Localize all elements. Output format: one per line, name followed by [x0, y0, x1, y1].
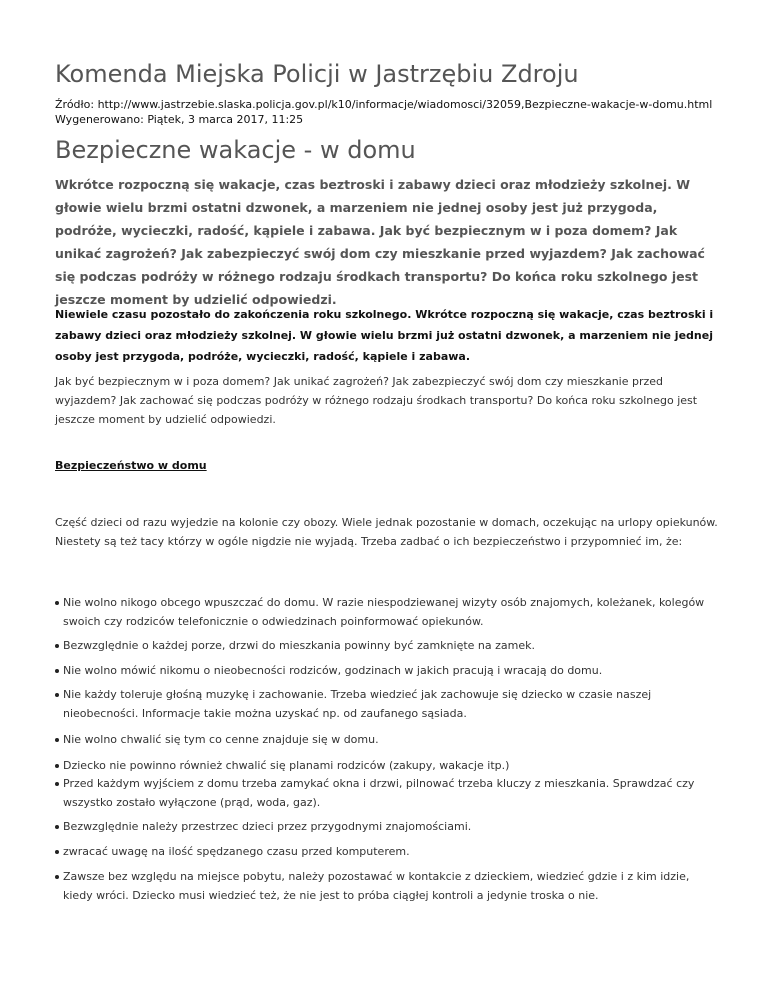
article-intro: Niewiele czasu pozostało do zakończenia roku szkolnego. Wkrótce rozpoczną się wakacje, czas beztroski i zabawy dzieci oraz młodzieży szkolnej. W głowie wielu brzmi już ostatni dzwonek, a marzeniem nie jednej osoby jest przygoda, podróże, wycieczki, radość, kąpiele i zabawa. [55, 308, 714, 363]
list-item [55, 842, 720, 861]
list-item [55, 636, 720, 655]
source-line: Źródło: http://www.jastrzebie.slaska.policja.gov.pl/k10/informacje/wiadomosci/32059,Bezpieczne-wakacje-w-domu.html [55, 98, 713, 111]
article-questions: Jak być bezpiecznym w i poza domem? Jak unikać zagrożeń? Jak zabezpieczyć swój dom czy mieszkanie przed wyjazdem? Jak zachować się podczas podróży w różnego rodzaju środkach transportu? Do końca roku szkolnego jest jeszcze moment by udzielić odpowiedzi. [55, 375, 698, 426]
list-item-text: zwracać uwagę na ilość spędzanego czasu przed komputerem. [63, 845, 410, 858]
bullet-dot-icon [55, 764, 59, 768]
bullet-dot-icon [55, 782, 59, 786]
bullet-dot-icon [55, 693, 59, 697]
list-item-text: Bezwzględnie o każdej porze, drzwi do mieszkania powinny być zamknięte na zamek. [63, 639, 535, 652]
list-item [55, 661, 720, 680]
generated-line: Wygenerowano: Piątek, 3 marca 2017, 11:25 [55, 113, 304, 126]
bullet-dot-icon [55, 738, 59, 742]
list-item-text: Nie wolno mówić nikomu o nieobecności rodziców, godzinach w jakich pracują i wracają do domu. [63, 664, 603, 677]
list-item [55, 817, 720, 836]
article-lead: Wkrótce rozpoczną się wakacje, czas beztroski i zabawy dzieci oraz młodzieży szkolnej. W głowie wielu brzmi ostatni dzwonek, a marzeniem nie jednej osoby jest już przygoda, podróże, wycieczki, radość, kąpiele i zabawa. Jak być bezpiecznym w i poza domem? Jak unikać zagrożeń? Jak zabezpieczyć swój dom czy mieszkanie przed wyjazdem? Jak zachować się podczas podróży w różnego rodzaju środkach transportu? Do końca roku szkolnego jest jeszcze moment by udzielić odpowiedzi. [55, 177, 705, 307]
list-item-text: Zawsze bez względu na miejsce pobytu, należy pozostawać w kontakcie z dzieckiem, wiedzieć gdzie i z kim idzie, kiedy wróci. Dziecko musi wiedzieć też, że nie jest to próba ciągłej kontroli a jedynie troska o nie. [63, 870, 690, 902]
list-item [55, 685, 720, 723]
list-item [55, 730, 720, 749]
list-item-text: Nie wolno chwalić się tym co cenne znajduje się w domu. [63, 733, 379, 746]
bullet-dot-icon [55, 644, 59, 648]
list-item-text: Przed każdym wyjściem z domu trzeba zamykać okna i drzwi, pilnować trzeba kluczy z mieszkania. Sprawdzać czy wszystko zostało wyłączone (prąd, woda, gaz). [63, 777, 695, 809]
list-item [55, 756, 720, 775]
section-heading: Bezpieczeństwo w domu [55, 459, 207, 472]
list-item-text: Nie każdy toleruje głośną muzykę i zachowanie. Trzeba wiedzieć jak zachowuje się dziecko w czasie naszej nieobecności. Informacje takie można uzyskać np. od zaufanego sąsiada. [63, 688, 652, 720]
article-title: Bezpieczne wakacje - w domu [55, 136, 416, 164]
list-item [55, 774, 720, 812]
bullet-dot-icon [55, 825, 59, 829]
bullet-dot-icon [55, 875, 59, 879]
site-title: Komenda Miejska Policji w Jastrzębiu Zdroju [55, 60, 579, 88]
meta-info [55, 97, 712, 127]
list-item-text: Nie wolno nikogo obcego wpuszczać do domu. W razie niespodziewanej wizyty osób znajomych, koleżanek, kolegów swoich czy rodziców telefonicznie o odwiedzinach poinformować opiekunów. [63, 596, 705, 628]
list-item-text: Dziecko nie powinno również chwalić się planami rodziców (zakupy, wakacje itp.) [63, 759, 510, 772]
list-item [55, 867, 720, 905]
bullet-dot-icon [55, 601, 59, 605]
list-item [55, 593, 720, 631]
bullet-dot-icon [55, 669, 59, 673]
bullet-dot-icon [55, 850, 59, 854]
section-intro: Część dzieci od razu wyjedzie na kolonie czy obozy. Wiele jednak pozostanie w domach, oczekując na urlopy opiekunów. Niestety są też tacy którzy w ogóle nigdzie nie wyjadą. Trzeba zadbać o ich bezpieczeństwo i przypomnieć im, że: [55, 516, 718, 548]
list-item-text: Bezwzględnie należy przestrzec dzieci przez przygodnymi znajomościami. [63, 820, 472, 833]
